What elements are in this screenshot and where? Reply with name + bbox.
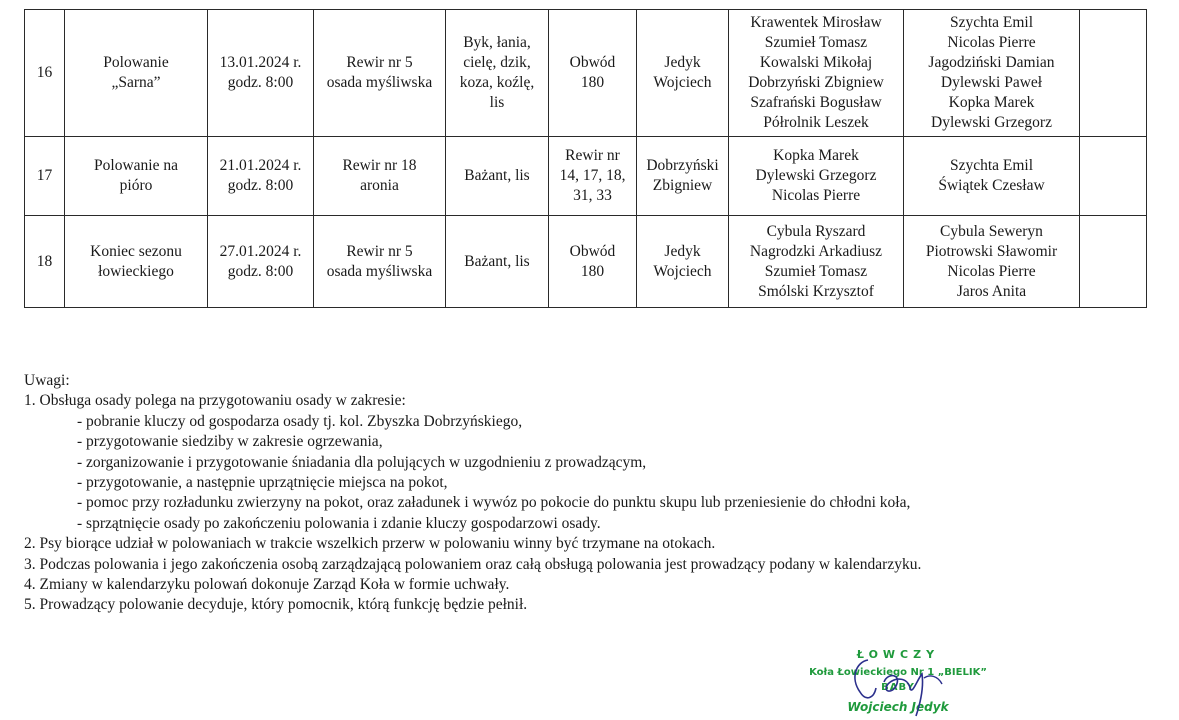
row-number: 16	[25, 10, 65, 137]
hunt-helpers: Krawentek Mirosław Szumieł Tomasz Kowalski Mikołaj Dobrzyński Zbigniew Szafrański Bogusław Półrolnik Leszek	[729, 10, 904, 137]
note-subitem: - pomoc przy rozładunku zwierzyny na pokot, oraz załadunek i wywóz po pokocie do punktu skupu lub przeniesienie do chłodni koła,	[77, 494, 911, 512]
hunt-service: Cybula Seweryn Piotrowski Sławomir Nicolas Pierre Jaros Anita	[904, 216, 1080, 308]
note-item: 5. Prowadzący polowanie decyduje, który pomocnik, którą funkcję będzie pełnił.	[24, 596, 528, 614]
note-subitem: - pobranie kluczy od gospodarza osady tj. kol. Zbyszka Dobrzyńskiego,	[77, 412, 523, 430]
note-item: 1. Obsługa osady polega na przygotowaniu osady w zakresie:	[24, 392, 406, 410]
row-number: 18	[25, 216, 65, 308]
stamp-title: ŁOWCZY	[856, 648, 940, 661]
hunt-game: Bażant, lis	[446, 216, 549, 308]
hunt-place: Rewir nr 5 osada myśliwska	[314, 10, 446, 137]
stamp-organization: Koła Łowieckiego Nr 1 „BIELIK”	[809, 667, 987, 678]
note-subitem: - sprzątnięcie osady po zakończeniu polowania i zdanie kluczy gospodarzowi osady.	[77, 514, 601, 532]
hunt-place: Rewir nr 18 aronia	[314, 137, 446, 216]
extra-cell	[1080, 137, 1147, 216]
extra-cell	[1080, 10, 1147, 137]
hunt-schedule-table	[24, 9, 1147, 308]
note-subitem: - przygotowanie, a następnie uprzątnięcie miejsca na pokot,	[77, 474, 448, 492]
extra-cell	[1080, 216, 1147, 308]
row-number: 17	[25, 137, 65, 216]
note-item: 4. Zmiany w kalendarzyku polowań dokonuje Zarząd Koła w formie uchwały.	[24, 576, 510, 594]
note-subitem: - przygotowanie siedziby w zakresie ogrzewania,	[77, 433, 383, 451]
hunt-place: Rewir nr 5 osada myśliwska	[314, 216, 446, 308]
hunt-helpers: Kopka Marek Dylewski Grzegorz Nicolas Pierre	[729, 137, 904, 216]
hunt-leader: Jedyk Wojciech	[637, 10, 729, 137]
hunt-leader: Jedyk Wojciech	[637, 216, 729, 308]
hunt-area: Obwód 180	[549, 216, 637, 308]
table-row	[25, 10, 1147, 137]
hunt-helpers: Cybula Ryszard Nagrodzki Arkadiusz Szumieł Tomasz Smólski Krzysztof	[729, 216, 904, 308]
note-item: 2. Psy biorące udział w polowaniach w trakcie wszelkich przerw w polowaniu winny być trzymane na otokach.	[24, 535, 716, 553]
official-stamp	[798, 648, 998, 720]
handwritten-signature	[798, 648, 998, 720]
note-item: 3. Podczas polowania i jego zakończenia osobą zarządzającą polowaniem oraz całą obsługą polowania jest prowadzący podany w kalendarzyku.	[24, 555, 922, 573]
hunt-name: Polowanie „Sarna”	[65, 10, 208, 137]
hunt-name: Polowanie na pióro	[65, 137, 208, 216]
hunt-date: 13.01.2024 r. godz. 8:00	[208, 10, 314, 137]
hunt-date: 27.01.2024 r. godz. 8:00	[208, 216, 314, 308]
hunt-leader: Dobrzyński Zbigniew	[637, 137, 729, 216]
notes-heading: Uwagi:	[24, 372, 70, 389]
hunt-area: Rewir nr 14, 17, 18, 31, 33	[549, 137, 637, 216]
hunt-date: 21.01.2024 r. godz. 8:00	[208, 137, 314, 216]
hunt-game: Byk, łania, cielę, dzik, koza, koźlę, lis	[446, 10, 549, 137]
hunt-game: Bażant, lis	[446, 137, 549, 216]
note-subitem: - zorganizowanie i przygotowanie śniadania dla polujących w uzgodnieniu z prowadzącym,	[77, 453, 647, 471]
notes-section	[24, 371, 1164, 616]
hunt-service: Szychta Emil Świątek Czesław	[904, 137, 1080, 216]
hunt-name: Koniec sezonu łowieckiego	[65, 216, 208, 308]
stamp-place: BABY	[881, 682, 915, 693]
hunt-service: Szychta Emil Nicolas Pierre Jagodziński Damian Dylewski Paweł Kopka Marek Dylewski Grzegorz	[904, 10, 1080, 137]
table-row	[25, 216, 1147, 308]
hunt-area: Obwód 180	[549, 10, 637, 137]
table-row	[25, 137, 1147, 216]
stamp-name: Wojciech Jedyk	[847, 700, 949, 714]
